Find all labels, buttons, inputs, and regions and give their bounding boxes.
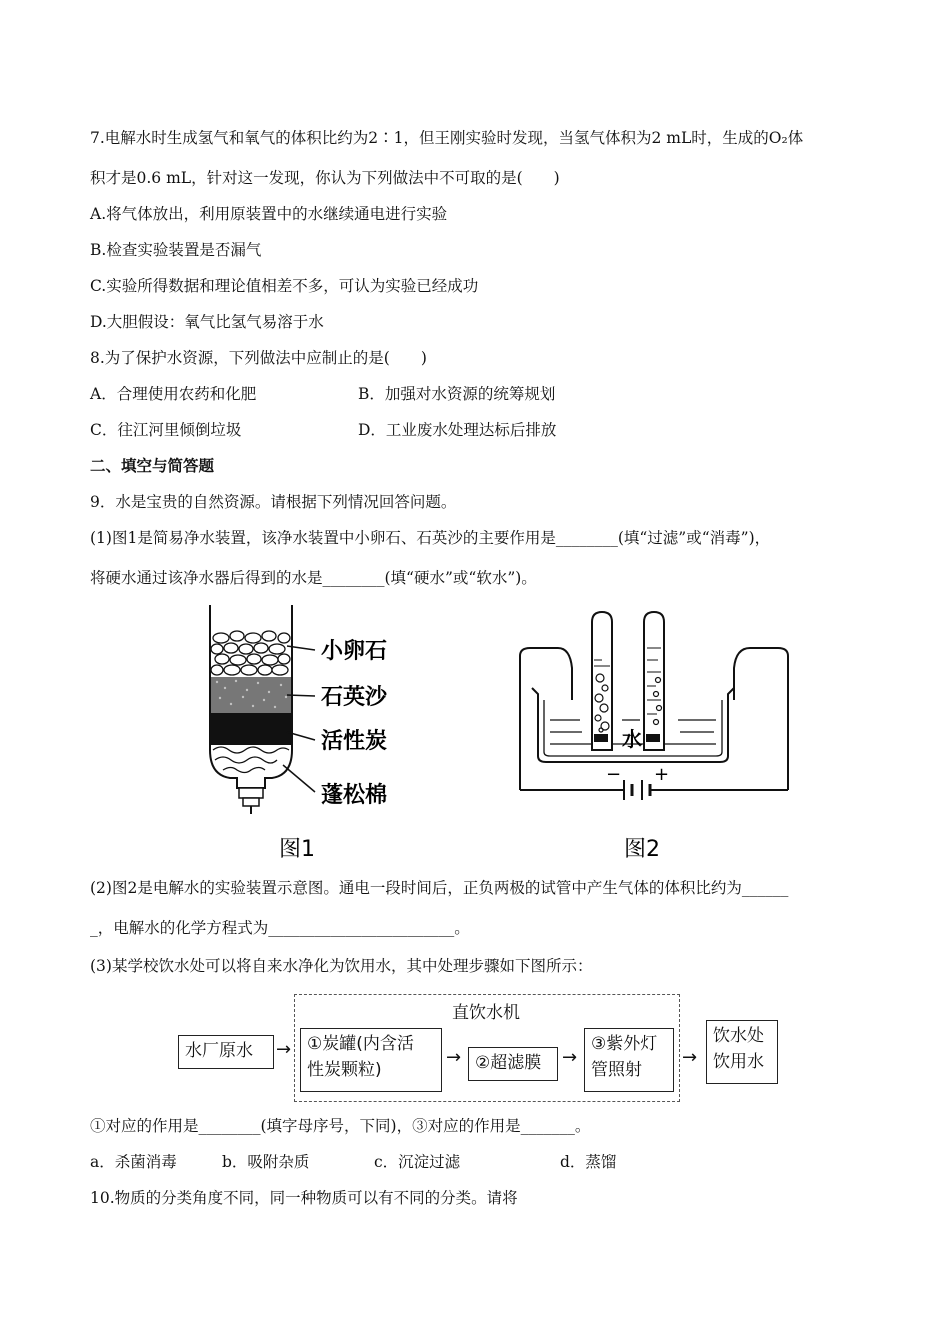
label-cotton: 蓬松棉 [321, 783, 388, 808]
q9-part2-line2: _，电解水的化学方程式为________________________。 [90, 919, 470, 937]
plus-sign: + [654, 764, 670, 785]
choice-d: d．蒸馏 [560, 1153, 617, 1171]
q9-part3-stem: (3)某学校饮水处可以将自来水净化为饮用水，其中处理步骤如下图所示： [90, 957, 593, 975]
q8-option-b: B．加强对水资源的统筹规划 [358, 385, 556, 403]
q8-stem: 8.为了保护水资源，下列做法中应制止的是( ) [90, 349, 427, 367]
carbon-layer [211, 713, 291, 745]
pebble-layer [211, 631, 290, 675]
arrow-4: → [682, 1047, 698, 1068]
flow-step3-line2: 管照射 [591, 1060, 642, 1080]
cotton-layer [213, 747, 289, 773]
minus-sign: − [606, 764, 622, 785]
q7-option-b: B.检查实验装置是否漏气 [90, 241, 262, 259]
flow-end-box [706, 1020, 778, 1084]
flow-step1-box [300, 1028, 442, 1092]
flow-step1-line1: ①炭罐(内含活 [307, 1034, 414, 1054]
q7-option-c: C.实验所得数据和理论值相差不多，可认为实验已经成功 [90, 277, 479, 295]
flow-step1-line2: 性炭颗粒) [307, 1060, 382, 1080]
section-heading: 二、填空与简答题 [90, 457, 215, 475]
figure2-caption: 图2 [624, 837, 660, 862]
arrow-2: → [446, 1047, 462, 1068]
q9-stem: 9．水是宝贵的自然资源。请根据下列情况回答问题。 [90, 493, 457, 511]
arrow-3: → [562, 1047, 578, 1068]
flow-end-line1: 饮水处 [713, 1026, 764, 1046]
flow-source-box [178, 1035, 274, 1069]
choice-b: b．吸附杂质 [222, 1153, 310, 1171]
label-pebbles: 小卵石 [321, 639, 388, 664]
choice-a: a．杀菌消毒 [90, 1153, 177, 1171]
figure1-caption: 图1 [279, 837, 315, 862]
figure2-electrolysis [510, 608, 800, 870]
arrow-1: → [276, 1039, 292, 1060]
q7-stem-line2: 积才是0.6 mL，针对这一发现，你认为下列做法中不可取的是( ) [90, 169, 560, 187]
q7-stem-line1: 7.电解水时生成氢气和氧气的体积比约为2∶1，但王刚实验时发现，当氢气体积为2 mL时，生成的O₂体 [90, 129, 804, 147]
flow-source-label: 水厂原水 [185, 1041, 253, 1061]
q9-part3-answer: ①对应的作用是________(填字母序号，下同)，③对应的作用是_______。 [90, 1117, 591, 1135]
q9-part1-line1: (1)图1是简易净水装置，该净水装置中小卵石、石英沙的主要作用是________(填“过滤”或“消毒”)， [90, 529, 771, 547]
flow-diagram [170, 992, 790, 1112]
flow-step2-box [468, 1047, 558, 1081]
q7-option-a: A.将气体放出，利用原装置中的水继续通电进行实验 [90, 205, 448, 223]
figure1-purifier [195, 600, 435, 870]
q9-part1-line2: 将硬水通过该净水器后得到的水是________(填“硬水”或“软水”)。 [90, 569, 537, 587]
flow-end-line2: 饮用水 [713, 1052, 764, 1072]
machine-title: 直饮水机 [452, 1003, 520, 1023]
choice-c: c．沉淀过滤 [374, 1153, 461, 1171]
q9-part2-line1: (2)图2是电解水的实验装置示意图。通电一段时间后，正负两极的试管中产生气体的体积比约为______ [90, 879, 789, 897]
q7-option-d: D.大胆假设：氧气比氢气易溶于水 [90, 313, 324, 331]
label-quartz-sand: 石英沙 [321, 685, 388, 710]
flow-step3-box [584, 1028, 674, 1092]
flow-step2-label: ②超滤膜 [475, 1053, 542, 1073]
q8-option-a: A．合理使用农药和化肥 [90, 385, 257, 403]
q10-stem: 10.物质的分类角度不同，同一种物质可以有不同的分类。请将 [90, 1189, 518, 1207]
q8-option-d: D．工业废水处理达标后排放 [358, 421, 557, 439]
water-label: 水 [622, 727, 642, 751]
q8-option-c: C．往江河里倾倒垃圾 [90, 421, 242, 439]
sand-layer [211, 677, 291, 713]
flow-step3-line1: ③紫外灯 [591, 1034, 658, 1054]
label-activated-carbon: 活性炭 [321, 729, 388, 754]
